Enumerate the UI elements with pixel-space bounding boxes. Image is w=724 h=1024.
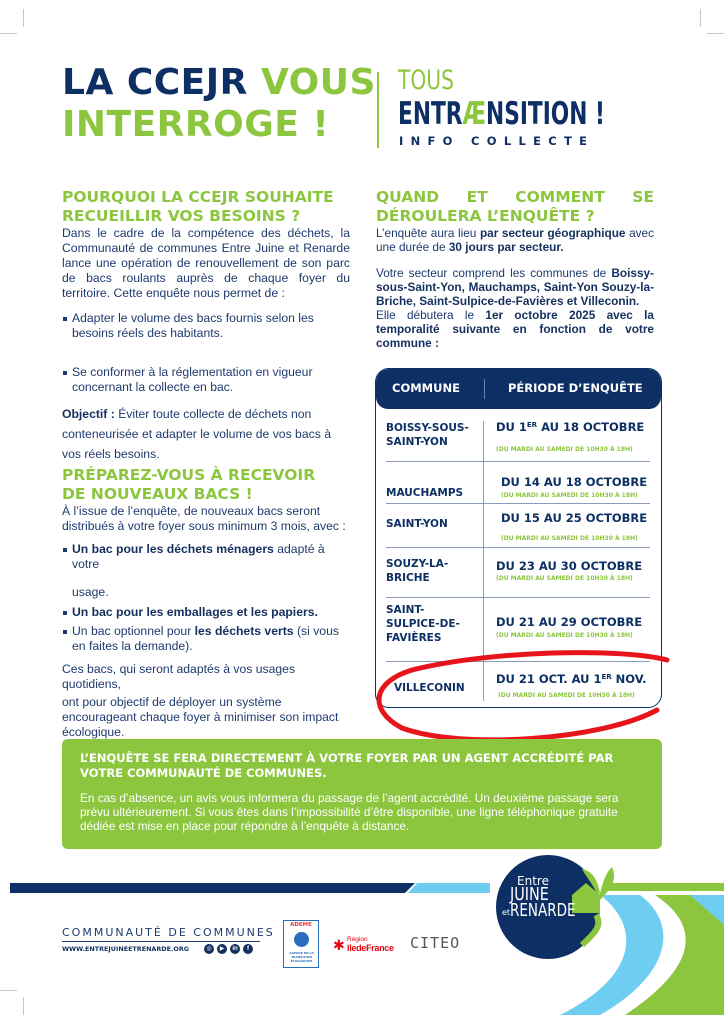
region-line1: Région	[347, 936, 368, 943]
website-link[interactable]: WWW.ENTREJUINEETRENARDE.ORG	[62, 945, 189, 953]
row-commune: SAINT-YON	[386, 518, 448, 530]
org-divider	[62, 941, 260, 942]
bullet-bold: Un bac pour les emballages et les papiers.	[72, 605, 318, 619]
bullet-bold: Un bac pour les déchets ménagers	[72, 542, 274, 556]
ademe-logo	[283, 920, 319, 968]
highlight-ellipse	[372, 640, 672, 745]
org-label: COMMUNAUTÉ DE COMMUNES	[62, 926, 275, 939]
row-divider	[386, 547, 650, 548]
notice-box	[62, 739, 662, 849]
when-para1	[376, 226, 654, 254]
campaign-line1: TOUS	[398, 65, 454, 96]
row-divider	[386, 461, 650, 462]
table-header	[376, 369, 661, 409]
col-header-period: PÉRIODE D’ENQUÊTE	[508, 381, 643, 395]
text: L’enquête aura lieu	[376, 226, 480, 240]
region-line2: îledeFrance	[347, 943, 394, 953]
row-commune: BOISSY-SOUS-SAINT-YON	[386, 422, 469, 448]
section-when	[376, 188, 654, 350]
crop-mark	[0, 33, 17, 34]
logo-entre: Entre	[517, 874, 549, 888]
when-para2	[376, 266, 654, 308]
col-header-commune: COMMUNE	[392, 381, 460, 395]
region-star-icon: ✱	[333, 937, 345, 953]
bullet-item: Adapter le volume des bacs fournis selon les besoins réels des habitants.	[62, 311, 350, 341]
bullet-continuation: usage.	[72, 585, 109, 599]
closing-line2: ont pour objectif de déployer un système encourageant chaque foyer à minimiser son impact écologique.	[62, 695, 339, 739]
row-period: DU 21 AU 29 OCTOBRE	[496, 615, 643, 629]
section-when-heading-2: DÉROULERA L’ENQUÊTE ?	[376, 207, 595, 225]
campaign-subtitle: INFO COLLECTE	[399, 134, 595, 148]
crop-mark	[707, 33, 724, 34]
row-period: DU 14 AU 18 OCTOBRE	[501, 475, 648, 489]
ademe-label: ADEME	[290, 922, 312, 928]
section-why	[62, 188, 350, 464]
objective-text	[62, 404, 350, 464]
bullet-text: Un bac optionnel pour	[72, 624, 195, 638]
campaign-line2c: NSITION !	[486, 96, 605, 132]
period-text: DU 21 OCT. AU 1	[496, 672, 602, 686]
period-sup: ER	[526, 421, 538, 429]
header-divider	[377, 72, 379, 148]
row-divider	[386, 503, 650, 504]
text-bold: par secteur géographique	[479, 226, 626, 240]
row-divider	[386, 597, 650, 598]
period-text: DU 1	[496, 420, 527, 434]
objective-body: Éviter toute collecte de déchets non conteneurisée et adapter le volume de vos bacs à vos réels besoins.	[62, 407, 331, 461]
row-hours: (DU MARDI AU SAMEDI DE 10H30 À 18H)	[496, 575, 633, 582]
when-para3	[376, 308, 654, 350]
facebook-icon[interactable]: f	[243, 944, 253, 954]
citeo-logo: CITEO	[410, 934, 461, 952]
globe-icon	[294, 932, 309, 947]
campaign-logo	[398, 97, 605, 131]
row-hours: (DU MARDI AU SAMEDI DE 10H30 À 18H)	[501, 535, 638, 542]
row-hours: (DU MARDI AU SAMEDI DE 10H30 À 18H)	[496, 446, 633, 453]
section-when-heading-1: QUAND ET COMMENT SE	[376, 188, 654, 206]
text-bold: 1er octobre 2025 avec la temporalité suivante en fonction de votre commune :	[376, 308, 654, 350]
notice-body: En cas d’absence, un avis vous informera du passage de l’agent accrédité. Un deuxième passage sera prévu ultérieurement. Si vous êtes dans l’impossibilité d’être disponible, une ligne téléphonique gratuite dédiée est mise en place pour répondre à l’enquête à distance.	[80, 791, 619, 833]
logo-et: et	[502, 908, 511, 917]
logo-renarde: RENARDE	[510, 900, 576, 921]
row-period: DU 23 AU 30 OCTOBRE	[496, 559, 643, 573]
closing-line1: Ces bacs, qui seront adaptés à vos usages quotidiens,	[62, 662, 296, 691]
ademe-subtitle: AGENCE DE LA TRANSITION ÉCOLOGIQUE	[289, 951, 314, 963]
bullet-item	[62, 605, 352, 620]
section-prepare-intro: À l’issue de l’enquête, de nouveaux bacs seront distribués à votre foyer sous minimum 3 mois, avec :	[62, 504, 346, 533]
row-commune: SAINT-SULPICE-DE-FAVIÈRES	[386, 604, 460, 644]
row-hours: (DU MARDI AU SAMEDI DE 10H30 À 18H)	[496, 632, 633, 639]
header-separator	[484, 379, 485, 399]
text: avec une durée de	[376, 226, 655, 254]
row-period	[496, 420, 644, 434]
text-bold: 30 jours par secteur.	[448, 240, 564, 254]
row-commune: VILLECONIN	[394, 682, 465, 694]
title-line2: INTERROGE !	[62, 104, 330, 145]
section-prepare	[62, 466, 352, 740]
section-prepare-heading-1: PRÉPAREZ-VOUS À RECEVOIR	[62, 466, 316, 484]
bullet-item	[62, 542, 352, 572]
page-title	[62, 62, 376, 146]
row-commune: SOUZY-LA-BRICHE	[386, 558, 449, 584]
text-bold: Boissy-sous-Saint-Yon, Mauchamps, Saint-Yon Souzy-la-Briche, Saint-Sulpice-de-Favières et Villeconin.	[376, 266, 654, 308]
text: Votre secteur comprend les communes de	[376, 266, 612, 280]
period-sup: ER	[601, 673, 612, 681]
title-part1: LA CCEJR	[62, 62, 248, 103]
section-why-intro: Dans le cadre de la compétence des déchets, la Communauté de communes Entre Juine et Renarde lance une opération de renouvellement de son parc de bacs roulants auprès de chaque foyer du territoire. Cette enquête nous permet de :	[62, 226, 350, 300]
period-text: AU 18 OCTOBRE	[537, 420, 645, 434]
title-part2: VOUS	[260, 62, 376, 103]
campaign-line2b: Æ	[462, 96, 487, 132]
bullet-bold: les déchets verts	[194, 624, 294, 638]
youtube-icon[interactable]: ▶	[217, 944, 227, 954]
row-hours: (DU MARDI AU SAMEDI DE 10H30 À 18H)	[501, 492, 638, 499]
notice-title: L’ENQUÊTE SE FERA DIRECTEMENT À VOTRE FOYER PAR UN AGENT ACCRÉDITÉ PAR VOTRE COMMUNAUTÉ DE COMMUNES.	[80, 751, 614, 780]
logo-juine: JUINE	[510, 884, 549, 905]
crop-mark	[23, 9, 24, 27]
row-commune: MAUCHAMPS	[386, 487, 464, 499]
row-period: DU 15 AU 25 OCTOBRE	[501, 511, 648, 525]
bullet-text: adapté à votre	[72, 542, 325, 571]
objective-label: Objectif :	[62, 407, 115, 421]
instagram-icon[interactable]: ◎	[204, 944, 214, 954]
row-hours: (DU MARDI AU SAMEDI DE 10H30 À 18H)	[498, 692, 635, 699]
section-prepare-heading-2: DE NOUVEAUX BACS !	[62, 485, 253, 503]
crop-mark	[700, 9, 701, 27]
linkedin-icon[interactable]: in	[230, 944, 240, 954]
bullet-item: Se conformer à la réglementation en vigueur concernant la collecte en bac.	[62, 365, 350, 395]
section-why-heading: POURQUOI LA CCEJR SOUHAITE RECUEILLIR VOS BESOINS ?	[62, 188, 334, 225]
period-text: NOV.	[611, 672, 647, 686]
text: Elle débutera le	[376, 308, 486, 322]
bullet-item	[62, 624, 352, 654]
bullet-text: (si vous en faites la demande).	[72, 624, 339, 653]
campaign-line2a: ENTR	[398, 96, 463, 132]
